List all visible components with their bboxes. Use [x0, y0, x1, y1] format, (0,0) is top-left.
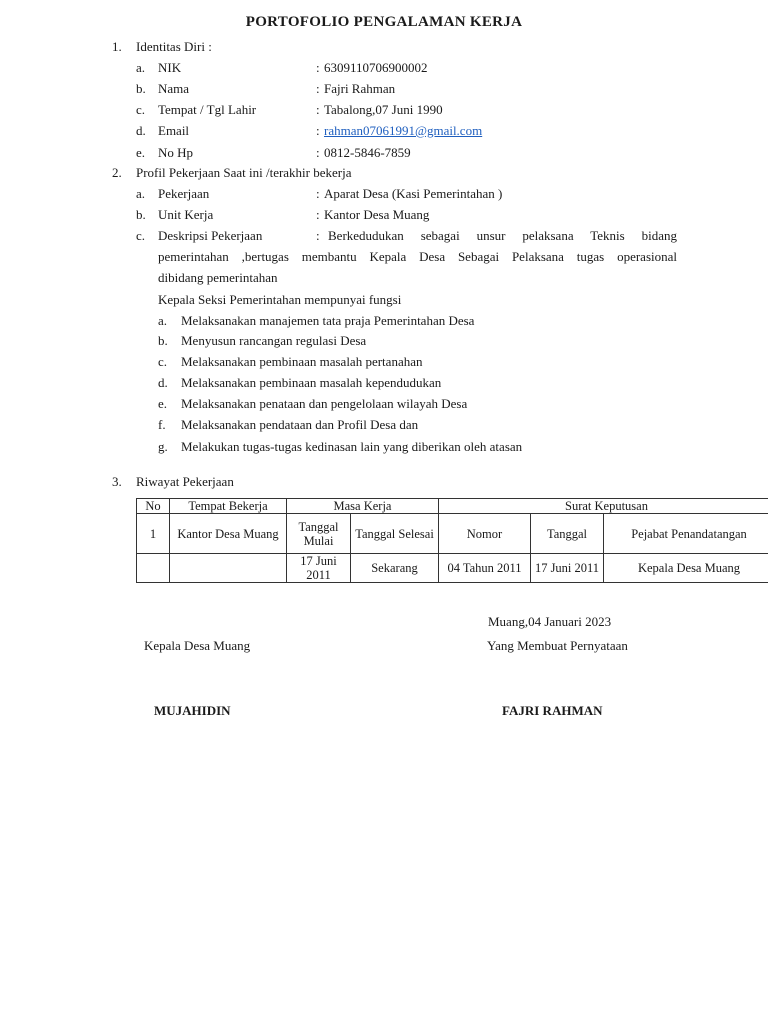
table-header-row: [137, 499, 768, 514]
label-unit-kerja: Unit Kerja: [158, 207, 214, 222]
section-3-number: 3.: [112, 474, 122, 489]
header-tempat: Tempat Bekerja: [170, 499, 287, 514]
header-masa-kerja: Masa Kerja: [287, 499, 439, 514]
section-2-number: 2.: [112, 165, 122, 180]
left-signer-name: MUJAHIDIN: [154, 703, 231, 718]
cell-tanggal: Tanggal: [531, 514, 604, 554]
item-letter: b.: [136, 81, 146, 96]
fungsi-item: Melaksanakan pembinaan masalah kependudukan: [181, 375, 442, 390]
item-letter: c.: [136, 228, 146, 243]
colon: :: [316, 207, 320, 222]
deskripsi-line-1: Berkedudukan sebagai unsur pelaksana Teknis bidang: [328, 228, 677, 243]
value-pekerjaan: Aparat Desa (Kasi Pemerintahan ): [324, 186, 503, 201]
fungsi-item: Melaksanakan pembinaan masalah pertanahan: [181, 354, 423, 369]
item-letter: a.: [136, 60, 146, 75]
fungsi-letter: c.: [158, 354, 168, 369]
value-ttl: Tabalong,07 Juni 1990: [324, 102, 443, 117]
deskripsi-line-2: pemerintahan ,bertugas membantu Kepala Desa Sebagai Pelaksana tugas operasional: [158, 249, 677, 264]
cell-tanggal-selesai: Tanggal Selesai: [351, 514, 439, 554]
label-nama: Nama: [158, 81, 190, 96]
left-signer-role: Kepala Desa Muang: [144, 638, 251, 653]
cell-tempat: Kantor Desa Muang: [170, 514, 287, 554]
fungsi-letter: b.: [158, 333, 168, 348]
email-link[interactable]: rahman07061991@gmail.com: [324, 123, 483, 138]
header-no: No: [137, 499, 170, 514]
value-nama: Fajri Rahman: [324, 81, 396, 96]
section-1-heading: Identitas Diri :: [136, 39, 212, 54]
cell-tanggal: 17 Juni 2011: [531, 554, 604, 583]
cell-no: [137, 554, 170, 583]
section-1-number: 1.: [112, 39, 122, 54]
value-nohp: 0812-5846-7859: [324, 145, 411, 160]
cell-tanggal-selesai: Sekarang: [351, 554, 439, 583]
label-ttl: Tempat / Tgl Lahir: [158, 102, 257, 117]
item-letter: b.: [136, 207, 146, 222]
fungsi-item: Melaksanakan manajemen tata praja Pemerintahan Desa: [181, 313, 475, 328]
place-date: Muang,04 Januari 2023: [488, 614, 612, 629]
cell-tanggal-mulai: 17 Juni 2011: [287, 554, 351, 583]
value-nik: 6309110706900002: [324, 60, 428, 75]
item-letter: e.: [136, 145, 146, 160]
colon: :: [316, 81, 320, 96]
section-3-heading: Riwayat Pekerjaan: [136, 474, 234, 489]
item-letter: d.: [136, 123, 146, 138]
label-nik: NIK: [158, 60, 182, 75]
colon: :: [316, 102, 320, 117]
section-2-heading: Profil Pekerjaan Saat ini /terakhir bekerja: [136, 165, 352, 180]
fungsi-item: Menyusun rancangan regulasi Desa: [181, 333, 367, 348]
colon: :: [316, 123, 320, 138]
value-unit-kerja: Kantor Desa Muang: [324, 207, 430, 222]
fungsi-letter: g.: [158, 439, 168, 454]
header-surat-keputusan: Surat Keputusan: [439, 499, 768, 514]
colon: :: [316, 186, 320, 201]
colon: :: [316, 145, 320, 160]
right-signer-role: Yang Membuat Pernyataan: [487, 638, 628, 653]
label-pekerjaan: Pekerjaan: [158, 186, 210, 201]
fungsi-letter: f.: [158, 417, 166, 432]
cell-pejabat: Pejabat Penandatangan: [604, 514, 768, 554]
fungsi-letter: a.: [158, 313, 168, 328]
table-subheader-row: [137, 514, 768, 554]
item-letter: a.: [136, 186, 146, 201]
right-signer-name: FAJRI RAHMAN: [502, 703, 603, 718]
fungsi-item: Melakukan tugas-tugas kedinasan lain yang diberikan oleh atasan: [181, 439, 523, 454]
fungsi-intro: Kepala Seksi Pemerintahan mempunyai fungsi: [158, 292, 402, 307]
fungsi-letter: d.: [158, 375, 168, 390]
label-nohp: No Hp: [158, 145, 194, 160]
label-deskripsi: Deskripsi Pekerjaan: [158, 228, 263, 243]
document-title: PORTOFOLIO PENGALAMAN KERJA: [245, 14, 523, 30]
item-letter: c.: [136, 102, 146, 117]
colon: :: [316, 228, 320, 243]
cell-nomor: Nomor: [439, 514, 531, 554]
table-row: [137, 554, 768, 583]
cell-nomor: 04 Tahun 2011: [439, 554, 531, 583]
deskripsi-line-3: dibidang pemerintahan: [158, 270, 278, 285]
fungsi-item: Melaksanakan pendataan dan Profil Desa dan: [181, 417, 419, 432]
cell-tempat: [170, 554, 287, 583]
fungsi-item: Melaksanakan penataan dan pengelolaan wilayah Desa: [181, 396, 468, 411]
label-email: Email: [158, 123, 190, 138]
cell-pejabat: Kepala Desa Muang: [604, 554, 768, 583]
fungsi-letter: e.: [158, 396, 168, 411]
cell-no: 1: [137, 514, 170, 554]
cell-tanggal-mulai: Tanggal Mulai: [287, 514, 351, 554]
colon: :: [316, 60, 320, 75]
riwayat-pekerjaan-table: [136, 498, 768, 583]
